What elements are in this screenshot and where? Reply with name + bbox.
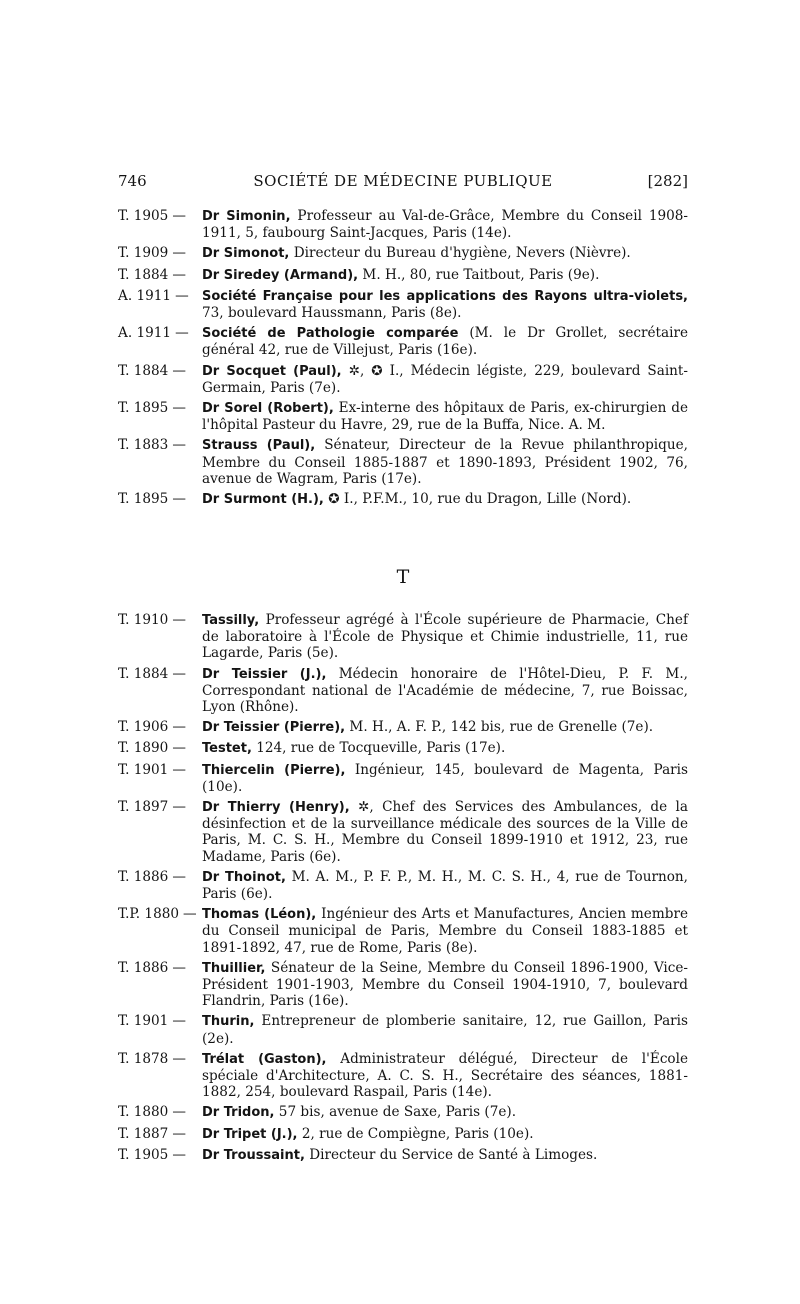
member-entry — [118, 762, 688, 795]
entry-body — [202, 960, 688, 1010]
member-entry — [118, 437, 688, 487]
entry-code-text: T. 1895 — [118, 491, 169, 508]
page-number: 746 — [118, 172, 147, 190]
section-s-entries — [118, 208, 688, 512]
entry-body — [202, 288, 688, 321]
entry-code-text: T. 1887 — [118, 1125, 169, 1142]
entry-body — [202, 762, 688, 795]
entry-code-text: T. 1895 — [118, 400, 169, 417]
member-name: Dr Sorel (Robert), — [202, 401, 334, 417]
entry-dash: — — [172, 491, 186, 508]
entry-code-text: T. 1884 — [118, 266, 169, 283]
member-entry — [118, 245, 688, 262]
member-entry — [118, 906, 688, 956]
member-name: Thurin, — [202, 1014, 255, 1030]
entry-dash: — — [172, 1050, 186, 1067]
member-details: Médecin honoraire de l'Hôtel-Dieu, P. F. M., Correspondant national de l'Académie de médecine, 7, rue Boissac, Lyon (Rhône). — [202, 665, 688, 716]
entry-dash: — — [172, 1013, 186, 1030]
member-details: Directeur du Service de Santé à Limoges. — [309, 1146, 598, 1163]
member-entry — [118, 363, 688, 396]
entry-body — [202, 1126, 688, 1143]
entry-code — [118, 267, 202, 283]
member-name: Dr Siredey (Armand), — [202, 267, 359, 283]
entry-body — [202, 612, 688, 662]
entry-code — [118, 1051, 202, 1067]
member-details: M. A. M., P. F. P., M. H., M. C. S. H., 4, rue de Tournon, Paris (6e). — [202, 868, 688, 903]
member-name: Dr Surmont (H.), — [202, 492, 324, 508]
entry-body — [202, 245, 688, 262]
entry-code-text: T. 1905 — [118, 1146, 169, 1163]
entry-code — [118, 906, 202, 922]
member-details: Sénateur de la Seine, Membre du Conseil 1896-1900, Vice-Président 1901-1903, Membre du Conseil 1904-1910, 7, boulevard Flandrin, Paris (16e). — [202, 959, 688, 1010]
member-name: Société de Pathologie comparée — [202, 326, 459, 342]
member-entry — [118, 666, 688, 716]
member-details: Ex-interne des hôpitaux de Paris, ex-chirurgien de l'hôpital Pasteur du Havre, 29, rue de la Buffa, Nice. A. M. — [202, 400, 688, 434]
entry-code — [118, 612, 202, 628]
entry-code-text: T. 1884 — [118, 665, 169, 682]
entry-code — [118, 799, 202, 815]
entry-code — [118, 869, 202, 885]
entry-dash: — — [172, 959, 186, 976]
entry-code — [118, 363, 202, 379]
entry-body — [202, 325, 688, 358]
entry-dash: — — [172, 761, 186, 778]
entry-dash: — — [172, 437, 186, 454]
entry-code — [118, 1147, 202, 1163]
member-details: 57 bis, avenue de Saxe, Paris (7e). — [278, 1104, 517, 1121]
member-entry — [118, 1013, 688, 1046]
member-entry — [118, 491, 688, 508]
member-entry — [118, 719, 688, 736]
entry-dash: — — [172, 1104, 186, 1121]
entry-dash: — — [175, 325, 189, 342]
entry-dash: — — [172, 740, 186, 757]
member-details: ✲, Chef des Services des Ambulances, de la désinfection et de la surveillance médicale des sources de la Ville de Paris, M. C. S. H., Membre du Conseil 1899-1910 et 1912, 23, rue Madame, Paris (6e). — [202, 799, 688, 865]
entry-code-text: T. 1910 — [118, 612, 169, 628]
entry-code-text: T. 1886 — [118, 959, 169, 976]
entry-code-text: A. 1911 — [118, 325, 172, 342]
member-details: M. H., A. F. P., 142 bis, rue de Grenelle (7e). — [349, 719, 654, 736]
member-name: Dr Thierry (Henry), — [202, 800, 350, 816]
member-name: Thuillier, — [202, 960, 266, 976]
entry-code — [118, 437, 202, 453]
member-name: Dr Socquet (Paul), — [202, 363, 342, 379]
page-header — [118, 172, 688, 194]
entry-code-text: T. 1886 — [118, 868, 169, 885]
member-entry — [118, 740, 688, 757]
entry-dash: — — [172, 868, 186, 885]
member-name: Strauss (Paul), — [202, 438, 316, 454]
member-name: Dr Troussaint, — [202, 1147, 305, 1163]
entry-code — [118, 491, 202, 507]
entry-code — [118, 1104, 202, 1120]
member-details: Ingénieur des Arts et Manufactures, Ancien membre du Conseil municipal de Paris, Membre du Conseil 1883-1885 et 1891-1892, 47, rue de Rome, Paris (8e). — [202, 906, 688, 956]
entry-dash: — — [175, 287, 189, 304]
member-details: 124, rue de Tocqueville, Paris (17e). — [256, 740, 506, 757]
entry-dash: — — [172, 362, 186, 379]
member-details: ✲, ✪ I., Médecin légiste, 229, boulevard Saint-Germain, Paris (7e). — [202, 362, 688, 396]
entry-code-text: T. 1890 — [118, 740, 169, 757]
entry-code — [118, 719, 202, 735]
entry-dash: — — [172, 245, 186, 262]
entry-body — [202, 208, 688, 241]
entry-code-text: T. 1897 — [118, 799, 169, 816]
entry-code-text: T. 1884 — [118, 362, 169, 379]
entry-code — [118, 208, 202, 224]
member-entry — [118, 400, 688, 433]
entry-code — [118, 1126, 202, 1142]
member-entry — [118, 1051, 688, 1101]
member-details: Directeur du Bureau d'hygiène, Nevers (Nièvre). — [293, 245, 631, 262]
entry-dash: — — [172, 719, 186, 736]
entry-body — [202, 491, 688, 508]
entry-code-text: T. 1906 — [118, 719, 169, 736]
entry-body — [202, 437, 688, 487]
member-entry — [118, 208, 688, 241]
entry-code — [118, 288, 202, 304]
member-entry — [118, 869, 688, 902]
entry-body — [202, 1013, 688, 1046]
entry-code-text: T. 1901 — [118, 1013, 169, 1030]
entry-code-text: T. 1909 — [118, 245, 169, 262]
entry-body — [202, 1104, 688, 1121]
entry-code-text: A. 1911 — [118, 287, 172, 304]
bracket-reference: [282] — [647, 172, 688, 190]
member-details: M. H., 80, rue Taitbout, Paris (9e). — [362, 266, 600, 283]
member-name: Dr Simonot, — [202, 246, 290, 262]
entry-code — [118, 740, 202, 756]
entry-dash: — — [172, 266, 186, 283]
entry-body — [202, 1051, 688, 1101]
member-name: Dr Tripet (J.), — [202, 1126, 298, 1142]
entry-code — [118, 245, 202, 261]
section-t-entries — [118, 612, 688, 1168]
member-details: ✪ I., P.F.M., 10, rue du Dragon, Lille (Nord). — [328, 491, 632, 508]
member-details: 73, boulevard Haussmann, Paris (8e). — [202, 305, 462, 322]
running-title: SOCIÉTÉ DE MÉDECINE PUBLIQUE — [253, 172, 553, 190]
member-entry — [118, 1126, 688, 1143]
entry-dash: — — [172, 799, 186, 816]
member-entry — [118, 267, 688, 284]
member-entry — [118, 325, 688, 358]
member-name: Trélat (Gaston), — [202, 1051, 327, 1067]
member-entry — [118, 960, 688, 1010]
entry-code — [118, 666, 202, 682]
member-entry — [118, 288, 688, 321]
member-details: 2, rue de Compiègne, Paris (10e). — [301, 1125, 534, 1142]
member-entry — [118, 799, 688, 865]
member-name: Testet, — [202, 741, 252, 757]
member-name: Dr Teissier (Pierre), — [202, 720, 346, 736]
entry-body — [202, 740, 688, 757]
member-details: Sénateur, Directeur de la Revue philanthropique, Membre du Conseil 1885-1887 et 1890-1893, Président 1902, 76, avenue de Wagram, Paris (17e). — [202, 437, 688, 487]
member-entry — [118, 612, 688, 662]
entry-dash: — — [172, 208, 186, 224]
entry-body — [202, 400, 688, 433]
member-entry — [118, 1104, 688, 1121]
member-name: Société Française pour les applications des Rayons ultra-violets, — [202, 288, 688, 304]
entry-code-text: T. 1883 — [118, 437, 169, 454]
entry-code — [118, 1013, 202, 1029]
entry-body — [202, 363, 688, 396]
entry-dash: — — [172, 612, 186, 628]
entry-dash: — — [172, 1125, 186, 1142]
member-details: Professeur agrégé à l'École supérieure de Pharmacie, Chef de laboratoire à l'École de Physique et Chimie industrielle, 11, rue Lagarde, Paris (5e). — [202, 612, 688, 662]
member-name: Thomas (Léon), — [202, 907, 317, 923]
entry-body — [202, 869, 688, 902]
member-name: Dr Teissier (J.), — [202, 666, 327, 682]
entry-dash: — — [183, 906, 197, 923]
entry-code-text: T. 1901 — [118, 761, 169, 778]
member-details: (M. le Dr Grollet, secrétaire général 42, rue de Villejust, Paris (16e). — [202, 325, 688, 359]
entry-body — [202, 1147, 688, 1164]
member-name: Tassilly, — [202, 613, 260, 628]
entry-body — [202, 267, 688, 284]
entry-dash: — — [172, 665, 186, 682]
member-details: Professeur au Val-de-Grâce, Membre du Conseil 1908-1911, 5, faubourg Saint-Jacques, Paris (14e). — [202, 208, 689, 242]
member-name: Dr Simonin, — [202, 209, 291, 224]
member-name: Dr Tridon, — [202, 1105, 275, 1121]
member-name: Thiercelin (Pierre), — [202, 762, 346, 778]
entry-code — [118, 325, 202, 341]
entry-code-text: T. 1878 — [118, 1050, 169, 1067]
entry-dash: — — [172, 1146, 186, 1163]
entry-code — [118, 762, 202, 778]
member-details: Entrepreneur de plomberie sanitaire, 12, rue Gaillon, Paris (2e). — [202, 1013, 688, 1047]
entry-body — [202, 666, 688, 716]
entry-body — [202, 799, 688, 865]
entry-code — [118, 960, 202, 976]
entry-body — [202, 719, 688, 736]
entry-code-text: T.P. 1880 — [118, 906, 180, 923]
member-details: Administrateur délégué, Directeur de l'École spéciale d'Architecture, A. C. S. H., Secrétaire des séances, 1881-1882, 254, boulevard Raspail, Paris (14e). — [202, 1050, 689, 1101]
section-letter: T — [396, 566, 410, 588]
member-entry — [118, 1147, 688, 1164]
entry-dash: — — [172, 400, 186, 417]
member-details: Ingénieur, 145, boulevard de Magenta, Paris (10e). — [202, 761, 688, 795]
entry-code-text: T. 1880 — [118, 1104, 169, 1121]
entry-code-text: T. 1905 — [118, 208, 169, 224]
entry-body — [202, 906, 688, 956]
entry-code — [118, 400, 202, 416]
member-name: Dr Thoinot, — [202, 869, 286, 885]
